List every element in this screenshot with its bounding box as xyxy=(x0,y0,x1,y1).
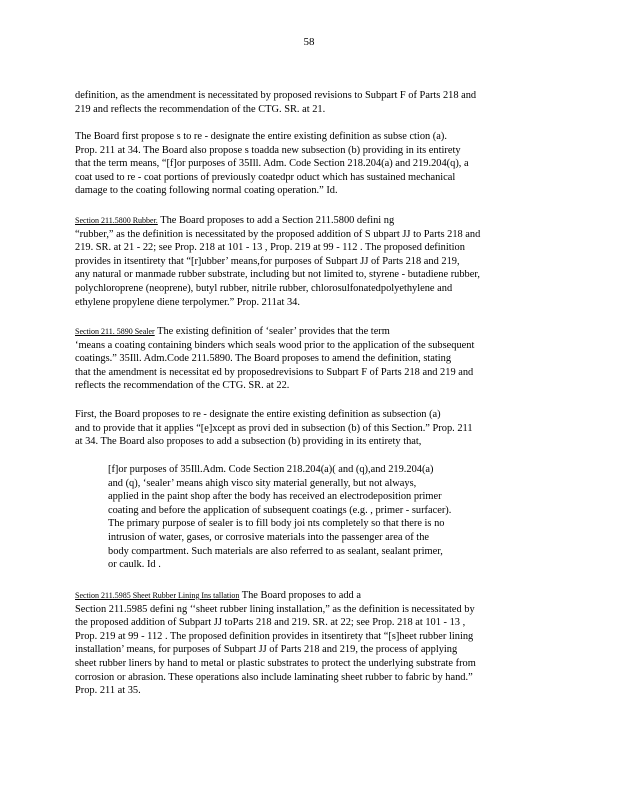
paragraph-2 xyxy=(75,130,533,198)
paragraph-sealer xyxy=(75,325,533,393)
text-line: at 34. The Board also proposes to add a subsection (b) providing in its entirety that, xyxy=(75,436,422,448)
page-number: 58 xyxy=(303,36,315,48)
text-line: that the term means, “[f]or purposes of 35Ill. Adm. Code Section 218.204(a) and 219.204(q), a xyxy=(75,158,469,170)
text-line: The Board first propose s to re - designate the entire existing definition as subse ction (a). xyxy=(75,131,447,142)
text-line: 219 and reflects the recommendation of the CTG. SR. at 21. xyxy=(75,103,326,115)
paragraph-sheet-rubber xyxy=(75,589,533,698)
block-quote xyxy=(108,463,508,572)
text-line: Section 211.5985 defini ng ‘‘sheet rubber lining installation,” as the definition is necessitated by xyxy=(75,603,475,615)
text-line: definition, as the amendment is necessitated by proposed revisions to Subpart F of Parts 218 and xyxy=(75,90,477,101)
quote-line: intrusion of water, gases, or corrosive materials into the passenger area of the xyxy=(108,531,430,543)
text-line: The Board proposes to add a xyxy=(239,590,361,601)
text-line: The Board proposes to add a Section 211.5800 defini ng xyxy=(157,215,395,226)
quote-line: applied in the paint shop after the body has received an electrodeposition primer xyxy=(108,491,442,503)
text-line: and to provide that it applies “[e]xcept as provi ded in subsection (b) of this Section.” Prop. 211 xyxy=(75,422,473,434)
text-line: Prop. 211 at 34. The Board also propose s toadda new subsection (b) providing in its entirety xyxy=(75,144,461,156)
paragraph-1 xyxy=(75,89,533,116)
text-line: the proposed addition of Subpart JJ toParts 218 and 219. SR. at 22; see Prop. 218 at 101 - 13 , xyxy=(75,617,466,629)
text-line: sheet rubber liners by hand to metal or plastic substrates to protect the underlying substrate from xyxy=(75,657,476,669)
quote-line: [f]or purposes of 35Ill.Adm. Code Section 218.204(a)( and (q),and 219.204(a) xyxy=(108,464,434,475)
text-line: “rubber,” as the definition is necessitated by the proposed addition of S ubpart JJ to Parts 218 and xyxy=(75,228,481,240)
text-line: reflects the recommendation of the CTG. SR. at 22. xyxy=(75,380,290,392)
text-line: polychloroprene (neoprene), butyl rubber, nitrile rubber, chlorosulfonatedpolyethylene and xyxy=(75,282,453,294)
quote-line: coating and before the application of subsequent coatings (e.g. , primer - surfacer). xyxy=(108,504,452,516)
quote-line: or caulk. Id . xyxy=(108,559,161,571)
paragraph-rubber xyxy=(75,214,533,309)
section-heading-sheet-rubber: Section 211.5985 Sheet Rubber Lining Ins tallation xyxy=(75,591,240,600)
text-line: that the amendment is necessitat ed by proposedrevisions to Subpart F of Parts 218 and 219 and xyxy=(75,366,474,378)
text-line: Prop. 219 at 99 - 112 . The proposed definition provides in itsentirety that “[s]heet rubber lining xyxy=(75,630,474,642)
text-line: 219. SR. at 21 - 22; see Prop. 218 at 101 - 13 , Prop. 219 at 99 - 112 . The proposed definition xyxy=(75,242,465,254)
section-heading-sealer: Section 211. 5890 Sealer xyxy=(75,327,155,336)
text-line: ethylene propylene diene terpolymer.” Prop. 211at 34. xyxy=(75,296,300,308)
quote-line: and (q), ‘sealer’ means ahigh visco sity material generally, but not always, xyxy=(108,477,417,489)
text-line: Prop. 211 at 35. xyxy=(75,685,141,697)
text-line: coatings.” 35Ill. Adm.Code 211.5890. The Board proposes to amend the definition, stating xyxy=(75,353,452,365)
text-line: First, the Board proposes to re - designate the entire existing definition as subsection (a) xyxy=(75,409,441,420)
text-line: installation’ means, for purposes of Subpart JJ of Parts 218 and 219, the process of applying xyxy=(75,644,458,656)
text-line: ‘means a coating containing binders which seals wood prior to the application of the subsequent xyxy=(75,339,475,351)
section-heading-rubber: Section 211.5800 Rubber. xyxy=(75,216,158,225)
text-line: any natural or manmade rubber substrate, including but not limited to, styrene - butadiene rubber, xyxy=(75,269,480,281)
quote-line: The primary purpose of sealer is to fill body joi nts completely so that there is no xyxy=(108,518,445,530)
text-line: coat used to re - coat portions of previously coatedpr oduct which has sustained mechanical xyxy=(75,171,456,183)
text-line: damage to the coating following normal coating operation.” Id. xyxy=(75,185,338,197)
text-line: provides in itsentirety that “[r]ubber’ means,for purposes of Subpart JJ of Parts 218 and 219, xyxy=(75,255,460,267)
paragraph-5 xyxy=(75,408,533,449)
text-line: corrosion or abrasion. These operations also include laminating sheet rubber to fabric by hand.” xyxy=(75,671,473,683)
text-line: The existing definition of ‘sealer’ provides that the term xyxy=(154,326,390,337)
quote-line: body compartment. Such materials are also referred to as sealant, sealant primer, xyxy=(108,545,443,557)
